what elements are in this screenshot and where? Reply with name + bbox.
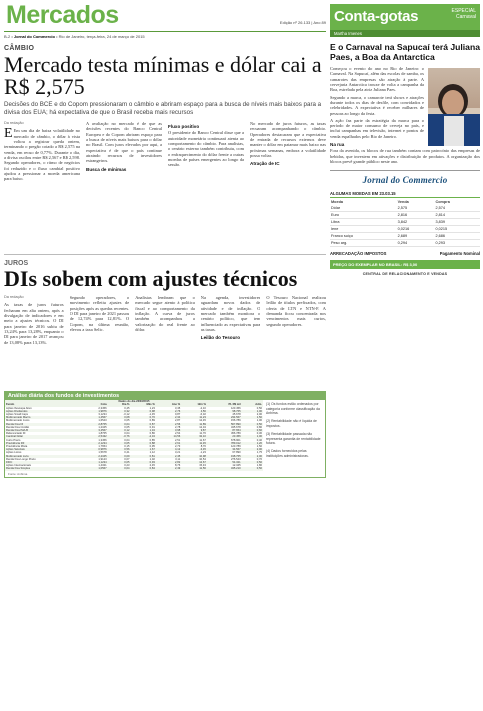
section-title: Mercados (6, 1, 119, 29)
table-cell: 0,50 (242, 467, 263, 470)
table-cell: 3,11 (175, 457, 181, 461)
table-cell: Ações Livres (6, 451, 22, 455)
table-cell: 1,67 (130, 448, 155, 451)
currency-row (330, 240, 480, 247)
currency-cell: Dólar (330, 205, 397, 212)
table-cell: -3,45 (181, 448, 207, 451)
table-cell: 456.789 (230, 432, 241, 436)
currency-cell: 2,574 (435, 205, 481, 212)
table-row (5, 467, 263, 470)
second-headline: DIs sobem com ajustes técnicos (4, 266, 298, 292)
currency-header-0: Moeda (331, 200, 344, 205)
edition-info: Edição nº 26.133 | Ano 89 (279, 20, 326, 25)
second-col-2 (70, 295, 130, 387)
juliana-paes-photo (428, 68, 480, 146)
table-cell: Previdência RF (5, 442, 83, 445)
table-cell: Curto Prazo (6, 438, 21, 442)
arrecadacao-row (330, 251, 480, 256)
table-cell: 0,88 (130, 442, 155, 445)
funds-table-box (4, 391, 326, 477)
currency-cell: 2,689 (397, 233, 435, 240)
sidebar-byline: Martha Imenes (330, 30, 480, 37)
sidebar-p4: Fora da avenida, os blocos de rua também contam com patrocínio das empresas de bebidas, que investem em ativações e distribuição de produtos. A organização dos blocos prevê grande público neste ano. (330, 148, 480, 164)
table-cell: 567.890 (207, 423, 242, 426)
table-cell: 0,40 (256, 438, 262, 442)
currency-cell: Euro (330, 212, 397, 219)
left-column (4, 0, 326, 478)
table-cell: 0,15 (124, 445, 130, 449)
table-cell: 0,50 (256, 406, 262, 410)
table-cell: 1,02 (149, 457, 155, 461)
table-cell: 234.567 (207, 416, 242, 419)
arrecadacao-value: Pagamento Nominal (439, 251, 480, 257)
table-cell: Renda Fixa Crédito (6, 425, 30, 429)
table-cell: 0,05 (124, 419, 130, 423)
table-cell: 1,3456 (98, 438, 107, 442)
currency-body (330, 205, 480, 247)
table-cell: 1,75 (256, 451, 262, 455)
table-cell: 2,82 (156, 461, 181, 464)
divider (4, 254, 326, 255)
table-cell: 0,87 (130, 423, 155, 426)
table-cell: Renda Fixa IMA-B (5, 429, 83, 432)
table-cell: 0,80 (256, 425, 262, 429)
main-col-1 (4, 121, 80, 249)
funds-header-2: Dia % (108, 403, 131, 406)
table-cell: 1,5678 (98, 451, 107, 455)
table-cell: 15,43 (199, 464, 206, 468)
table-cell: 0,05 (108, 461, 131, 464)
table-cell: 1,20 (242, 442, 263, 445)
currency-cell: 0,293 (435, 240, 481, 247)
table-cell: 0,70 (256, 457, 262, 461)
table-cell: 0,56 (108, 448, 131, 451)
table-cell: 345.678 (230, 425, 241, 429)
table-cell: 54.321 (207, 461, 242, 464)
table-cell: 32,10 (181, 435, 207, 438)
currency-row (330, 219, 480, 226)
table-cell: 1,00 (256, 419, 262, 423)
table-cell: 0,08 (108, 416, 131, 419)
second-col-2-text: Segundo operadores, o movimento refletiu ajustes de posições após as quedas recentes. O DI para janeiro de 2021 passou de 12,74% para 12,81%. O Copom, na última reunião, elevou a taxa Selic. (69, 295, 130, 332)
currency-header-2: Compra (435, 200, 450, 205)
funds-table-title-text: Análise diária dos fundos de investimentos (8, 393, 120, 400)
sidebar-p1: Começou o evento do ano no Rio de Janeiro: o Carnaval. Na Sapucaí, além das escolas de samba, os camarotes das empresas são atração à parte. A cervejaria Antarctica trouxe de volta a campanha da Boa, estrelada pela atriz Juliana Paes. (330, 66, 424, 93)
table-cell: 2,8765 (83, 423, 108, 426)
table-cell: Ações Dividendos (5, 410, 83, 413)
table-cell: 0,50 (242, 461, 263, 464)
main-col-3-sub: Fluxo positivo (168, 124, 200, 130)
table-cell: 1,7654 (98, 445, 107, 449)
table-cell: 3,45 (174, 406, 181, 410)
main-col-4-sub: Atração de IC (250, 161, 280, 167)
table-cell: 1,34 (130, 429, 155, 432)
table-cell: 0,04 (124, 438, 130, 442)
table-cell: -2,34 (130, 435, 155, 438)
currency-cell: 2,575 (397, 205, 435, 212)
table-cell: 0,93 (130, 461, 155, 464)
table-cell: Ações Setoriais (5, 448, 83, 451)
table-cell: 0,04 (124, 432, 130, 436)
table-cell: -1,23 (199, 451, 206, 455)
table-cell: 10,98 (181, 455, 207, 458)
table-cell: 45.678 (232, 413, 241, 416)
table-cell: -2,10 (199, 406, 206, 410)
table-cell: 2,49 (156, 467, 181, 470)
table-cell: 2,61 (156, 442, 181, 445)
table-cell: 12,34 (199, 425, 206, 429)
conta-gotas-title: Conta-gotas (334, 8, 419, 25)
currency-row (330, 226, 480, 233)
conta-gotas-subtitle: ESPECIAL Carnaval (451, 8, 476, 20)
folio-paper: Jornal do Commercio (13, 34, 55, 39)
funds-header-6: PL R$ mil (207, 403, 242, 406)
main-col-3 (168, 121, 244, 249)
table-cell: 2,3456 (98, 406, 107, 410)
table-note: (1) Os fundos estão ordenados por categoria conforme classificação da Anbima. (266, 402, 320, 415)
table-cell: 2,78 (174, 425, 181, 429)
funds-table-subtitle: Dados do dia 23/03/2015 (5, 400, 263, 403)
table-cell: 678.901 (230, 438, 241, 442)
table-cell: 1,00 (242, 410, 263, 413)
table-cell: 123.456 (230, 406, 241, 410)
table-cell: 10,54 (199, 457, 206, 461)
currency-cell: 0,0216 (397, 226, 435, 233)
table-cell: 1,6543 (98, 419, 107, 423)
funds-table (5, 400, 263, 470)
funds-header-7: Adm. (242, 403, 263, 406)
table-cell: 4,56 (181, 410, 207, 413)
currency-cell: 0,294 (397, 240, 435, 247)
jornal-logo: Jornal do Commercio (362, 175, 448, 186)
main-story-columns (4, 121, 326, 249)
table-cell: 2,1234 (83, 442, 108, 445)
table-cell: 4,12 (156, 448, 181, 451)
table-cell: 34.567 (207, 448, 242, 451)
sidebar-body (330, 66, 480, 164)
table-cell: 2,34 (156, 416, 181, 419)
table-cell: Previdência Mista (6, 445, 28, 449)
table-cell: 345.210 (207, 467, 242, 470)
table-cell: 67.890 (232, 451, 241, 455)
main-deck: Decisões do BCE e do Copom pressionaram o câmbio e abriram espaço para a busca de níveis mais baixos para a divisa dos EUA; há expectativa de que o Brasil receba mais recursos (4, 101, 322, 116)
table-cell: 0,45 (124, 406, 130, 410)
table-cell: Renda Fixa Longo Prazo (6, 457, 36, 461)
conta-gotas-banner (330, 4, 480, 30)
table-cell: 0,9876 (83, 448, 108, 451)
table-cell: Renda Fixa Simples (5, 467, 83, 470)
table-cell: 3,21 (174, 451, 181, 455)
funds-table-source: Fonte: Anbima (8, 471, 28, 476)
second-story-columns (4, 295, 326, 387)
main-col-2 (86, 121, 162, 249)
table-cell: 276.543 (230, 457, 241, 461)
second-col-3-text: Analistas lembram que o mercado segue atento à política fiscal e ao comportamento da inflação. A curva de juros também acompanhou a valorização do real frente ao dólar. (135, 295, 195, 332)
table-cell: 2,00 (256, 413, 262, 416)
table-cell: 0,04 (108, 423, 131, 426)
sidebar-p2: Segundo a marca, o camarote terá shows e atrações durante todos os dias de desfile, com convidados e celebridades. A expectativa é receber milhares de pessoas ao longo da festa. (330, 94, 424, 116)
table-cell: Referenciado DI (6, 432, 26, 436)
table-cell: 3,98 (156, 429, 181, 432)
table-cell: 1,9123 (98, 457, 107, 461)
table-cell: 2,76 (156, 410, 181, 413)
table-cell: 1,0567 (83, 467, 108, 470)
table-cell: 0,05 (124, 425, 130, 429)
table-cell: 2,00 (242, 455, 263, 458)
table-cell: FIDC (5, 461, 83, 464)
main-headline: Mercado testa mínimas e dólar cai a R$ 2,575 (4, 52, 322, 99)
table-cell: 789.012 (207, 442, 242, 445)
table-cell: 1,8765 (98, 432, 107, 436)
table-cell: 2,2345 (83, 455, 108, 458)
second-col-5-text: O Tesouro Nacional realizou leilão de títulos prefixados, com oferta de LTN e NTN-F. A demanda ficou concentrada nos vencimentos mais curtos, segundo operadores. (266, 295, 326, 327)
table-cell: 156.789 (230, 419, 241, 423)
table-cell: 0,60 (242, 429, 263, 432)
table-cell: 11,76 (199, 432, 206, 436)
table-cell: 1,50 (256, 445, 262, 449)
sidebar-headline: E o Carnaval na Sapucaí terá Juliana Paes, a Boa da Antarctica (330, 42, 480, 62)
table-cell: 123.789 (230, 445, 241, 449)
table-cell: 2,51 (174, 438, 181, 442)
table-cell: 198.765 (207, 455, 242, 458)
table-cell: 0,81 (130, 455, 155, 458)
table-cell: 0,09 (108, 455, 131, 458)
second-col-4 (201, 295, 261, 387)
table-cell: 11,89 (181, 423, 207, 426)
table-cell: 1,1234 (83, 461, 108, 464)
currency-cell: 2,816 (397, 212, 435, 219)
table-cell: 8,76 (200, 445, 206, 449)
table-cell: Ações Ibovespa Ativo (6, 406, 32, 410)
table-cell: 0,89 (149, 419, 155, 423)
footer-text: CENTRAL DE RELACIONAMENTO E VENDAS (362, 272, 448, 277)
table-cell: 0,86 (149, 432, 155, 436)
table-cell: 8,76 (174, 464, 181, 468)
table-cell: 2,00 (242, 448, 263, 451)
sidebar-sub: Na rua (330, 142, 345, 148)
table-cell: 1,9876 (83, 410, 108, 413)
main-col-1-text: Em um dia de baixa volatilidade no mercado de câmbio, o dólar à vista voltou a registrar queda ontem, terminando o pregão cotado a R$ 2,575 na venda, em recuo de 0,77%. Durante o dia, a divisa oscilou entre R$ 2,567 e R$ 2,598. Segundo operadores, o ritmo de negócios foi reduzido e o fluxo cambial positivo ajudou a pressionar a moeda americana para baixo. (4, 128, 80, 182)
right-column (330, 0, 480, 276)
main-col-3-text: O presidente do Banco Central disse que a autoridade monetária continuará atenta ao comportamento do câmbio. Para analistas, o cenário externo também contribuiu, com o enfraquecimento do dólar frente a outras moedas de países emergentes ao longo da sessão. (168, 130, 244, 168)
jornal-logo-box (330, 170, 480, 185)
table-cell: 1,23 (149, 406, 155, 410)
table-cell: 0,50 (242, 423, 263, 426)
funds-table-title (5, 392, 325, 400)
table-cell: Renda Fixa DI (5, 423, 83, 426)
table-cell: 0,76 (130, 416, 155, 419)
table-cell: 14,56 (156, 435, 181, 438)
table-cell: 12.345 (232, 464, 241, 468)
table-cell: 0,98 (130, 410, 155, 413)
table-cell: 2,45 (149, 464, 155, 468)
folio-line: B-2 • Jornal do Commercio • Rio de Janeiro, terça-feira, 24 de março de 2015 (4, 34, 145, 39)
currency-cell: Peso arg. (330, 240, 397, 247)
table-cell: 0,07 (124, 457, 130, 461)
table-cell: 3,4567 (83, 429, 108, 432)
table-cell: 2,87 (174, 419, 181, 423)
table-cell: -0,76 (108, 435, 131, 438)
table-cell: 1,4567 (83, 416, 108, 419)
table-cell: 0,85 (149, 438, 155, 442)
table-cell: 2,45 (156, 455, 181, 458)
table-cell: 3,1234 (98, 413, 107, 416)
table-cell: 2,5432 (83, 435, 108, 438)
second-col-4-text: Na agenda, investidores aguardam novos dados de atividade e de inflação. O mercado também monitora o cenário político, que tem influenciado as expectativas para as taxas. (200, 295, 261, 332)
currency-title: ALGUMAS MOEDAS EM 23.03.15 (330, 191, 480, 198)
folio-date: Rio de Janeiro, terça-feira, 24 de março de 2015 (58, 34, 145, 39)
sidebar-p3: A ação faz parte da estratégia da marca para o período de maior consumo de cerveja no país, e inclui campanhas em televisão, internet e pontos de venda espalhados pelo Rio de Janeiro. (330, 117, 424, 139)
table-cell: 23.456 (207, 435, 242, 438)
table-cell: 0,95 (149, 445, 155, 449)
table-cell: 0,87 (174, 413, 181, 416)
table-cell: 0,91 (149, 425, 155, 429)
price-bar: PREÇO DO EXEMPLAR NO BRASIL: R$ 3,00 (330, 260, 480, 269)
table-cell: 0,30 (256, 432, 262, 436)
second-col-5 (266, 295, 326, 387)
table-note: (4) Dados fornecidos pelas instituições administradoras. (266, 449, 309, 458)
table-cell: Ações Internacionais (6, 464, 31, 468)
main-col-4 (250, 121, 326, 249)
funds-header-5: 12m % (181, 403, 207, 406)
table-cell: 0,32 (108, 410, 131, 413)
second-col-3 (135, 295, 195, 387)
funds-table-area (5, 400, 325, 470)
main-col-2-sub: Busca de mínimas (86, 166, 127, 172)
currency-cell: Iene (330, 226, 397, 233)
table-cell: 11,56 (181, 467, 207, 470)
table-cell: 2,73 (174, 445, 181, 449)
section-header (4, 0, 326, 32)
currency-cell: Libra (330, 219, 397, 226)
folio-page: B-2 (4, 34, 11, 39)
second-kicker: JUROS (4, 260, 29, 268)
table-note: (2) Rentabilidade não é líquida de impostos. (266, 419, 317, 428)
table-cell: 2,54 (174, 432, 181, 436)
arrecadacao-label: ARRECADAÇÃO IMPOSTOS (330, 251, 387, 257)
table-cell: 12,45 (199, 419, 206, 423)
table-cell: Multimercado Livre (5, 455, 83, 458)
table-cell: 87.654 (207, 429, 242, 432)
table-cell: 0,04 (108, 467, 131, 470)
currency-cell: Franco suíço (330, 233, 397, 240)
table-cell: 11,23 (181, 416, 207, 419)
table-cell: 1,00 (242, 435, 263, 438)
table-cell: Cambial Dólar (5, 435, 83, 438)
table-cell: 0,12 (108, 429, 131, 432)
funds-table-notes (263, 400, 325, 470)
table-cell: 12,67 (181, 461, 207, 464)
second-col-1 (4, 295, 64, 387)
table-note: (3) Rentabilidade passada não representa garantia de rentabilidade futura. (266, 432, 321, 446)
table-cell: 0,23 (124, 464, 130, 468)
table-cell: Multimercado Macro (5, 416, 83, 419)
table-cell: -6,32 (199, 413, 206, 416)
currency-cell: 2,686 (435, 233, 481, 240)
table-cell: -0,12 (123, 413, 130, 416)
table-cell: 0,41 (124, 451, 130, 455)
table-cell: Multimercado Juros (6, 419, 30, 423)
funds-header-0: Fundo (5, 403, 83, 406)
currency-row (330, 212, 480, 219)
funds-header-1: Cota (83, 403, 108, 406)
table-cell: 9,87 (181, 429, 207, 432)
currency-cell: 2,814 (435, 212, 481, 219)
table-cell: 1,2345 (98, 425, 107, 429)
currency-row (330, 233, 480, 240)
second-col-4-sub: Leilão do Tesouro (200, 335, 241, 341)
table-cell: 1,12 (149, 451, 155, 455)
currency-cell: 3,842 (397, 219, 435, 226)
table-cell: -1,45 (148, 413, 155, 416)
table-cell: 98.765 (207, 410, 242, 413)
table-cell: 1,80 (256, 464, 262, 468)
table-cell: 0,84 (130, 467, 155, 470)
table-cell: 1,4321 (98, 464, 107, 468)
currency-cell: 0,0215 (435, 226, 481, 233)
table-cell: 0,05 (108, 442, 131, 445)
table-cell: 1,50 (242, 416, 263, 419)
main-kicker: CÂMBIO (4, 45, 35, 52)
table-cell: 2,56 (156, 423, 181, 426)
second-caption: Da redação (4, 295, 24, 300)
main-caption: Da redação (4, 121, 24, 126)
currency-header-1: Venda (397, 200, 409, 205)
table-cell: Ações Small Caps (6, 413, 28, 416)
drop-cap: E (4, 126, 13, 142)
funds-header-3: Mês % (130, 403, 155, 406)
funds-table-body (5, 407, 263, 471)
second-col-1-text: As taxas de juros futuros fecharam em alta ontem, após a divulgação de indicadores e em meio a ajustes técnicos. O DI para janeiro de 2016 subiu de 13,24% para 13,28%, enquanto o DI para janeiro de 2017 avançou de 13,08% para 13,13%. (4, 302, 64, 345)
currency-cell: 3,839 (435, 219, 481, 226)
main-col-4-text: No mercado de juros futuros, as taxas recuaram acompanhando o câmbio. Operadores destacaram que a expectativa de entrada de recursos externos deve manter o dólar em patamar mais baixo nas próximas semanas, embora a volatilidade possa voltar. (250, 121, 326, 158)
main-col-2-text: A avaliação no mercado é de que as decisões recentes do Banco Central Europeu e do Copom abriram espaço para a busca de níveis mais baixos para o dólar no Brasil. Com juros elevados por aqui, a expectativa é de que o país continue atraindo recursos de investidores estrangeiros. (86, 121, 162, 164)
table-cell: 11,67 (199, 438, 206, 442)
table-cell: 11,45 (181, 442, 207, 445)
currency-table (330, 199, 480, 247)
funds-header-4: Ano % (156, 403, 181, 406)
